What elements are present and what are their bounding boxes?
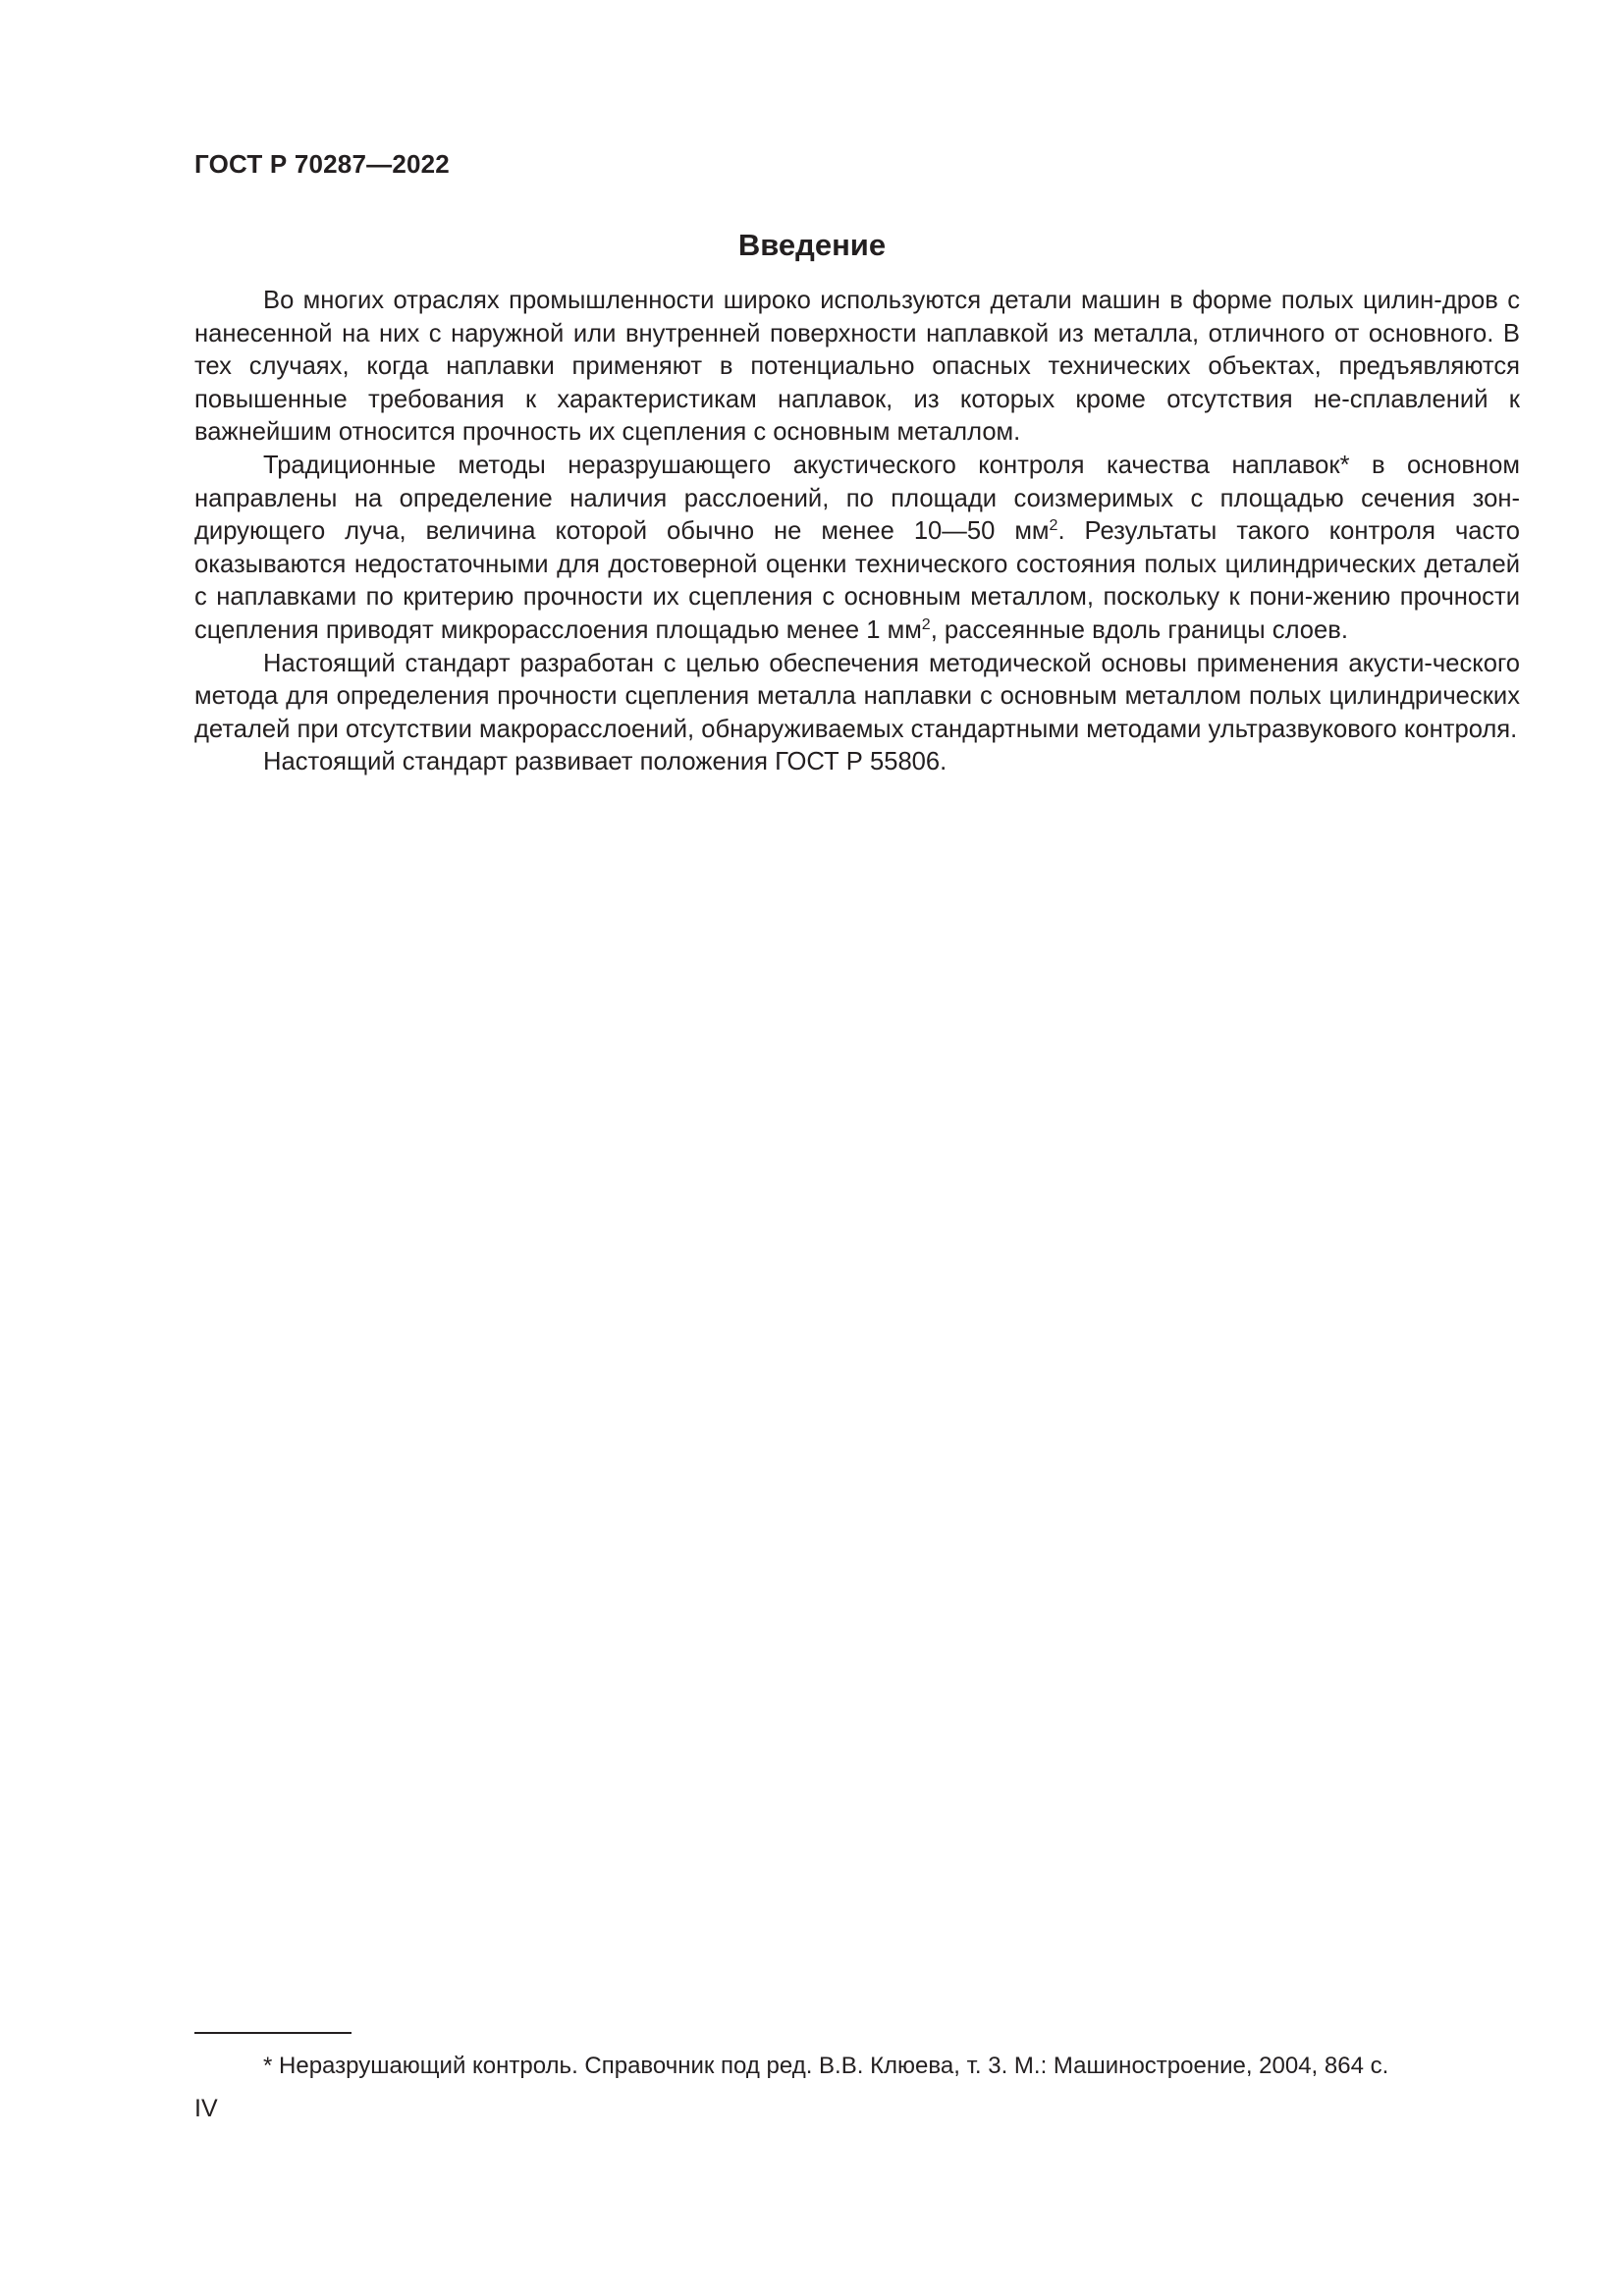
paragraph-2-part-b: . Результаты такого контроля часто оказываются недостаточными для достоверной оценки технического состояния полых цилиндрических деталей с наплавками по критерию прочности их сцепления с основным металлом, поскольку к пони-жению прочности сцепления приводят микрорасслоения площадью менее 1 мм [194,517,1520,644]
superscript-squared: 2 [921,615,931,633]
paragraph-2-part-a: Традиционные методы неразрушающего акустического контроля качества наплавок* в основном направлены на определение наличия расслоений, по площади соизмеримых с площадью сечения зон-дирующего луча, величина которой обычно не менее 10—50 мм [194,451,1520,546]
paragraph-1: Во многих отраслях промышленности широко используются детали машин в форме полых цилин-дров с нанесенной на них с наружной или внутренней поверхности наплавкой из металла, отличного от основного. В тех случаях, когда наплавки применяют в потенциально опасных технических объектах, предъявляются повышенные требования к характеристикам наплавок, из которых кроме отсутствия не-сплавлений к важнейшим относится прочность их сцепления с основным металлом. [194,287,1520,447]
paragraph-4: Настоящий стандарт развивает положения ГОСТ Р 55806. [263,748,947,776]
paragraph-3: Настоящий стандарт разработан с целью обеспечения методической основы применения акусти-ческого метода для определения прочности сцепления металла наплавки с основным металлом полых цилиндрических деталей при отсутствии макрорасслоений, обнаруживаемых стандартными методами ультразвукового контроля. [194,649,1520,743]
introduction-body [194,285,1520,779]
paragraph-2-part-c: , рассеянные вдоль границы слоев. [930,615,1348,644]
footnote-divider [194,2032,352,2034]
footnote: * Неразрушающий контроль. Справочник под ред. В.В. Клюева, т. 3. М.: Машиностроение, 2004, 864 с. [263,2053,1389,2079]
paragraph-2 [194,450,1520,648]
superscript-squared: 2 [1049,517,1058,535]
section-title: Введение [737,228,887,262]
page-number: IV [194,2095,218,2122]
document-header: ГОСТ Р 70287—2022 [194,149,450,179]
